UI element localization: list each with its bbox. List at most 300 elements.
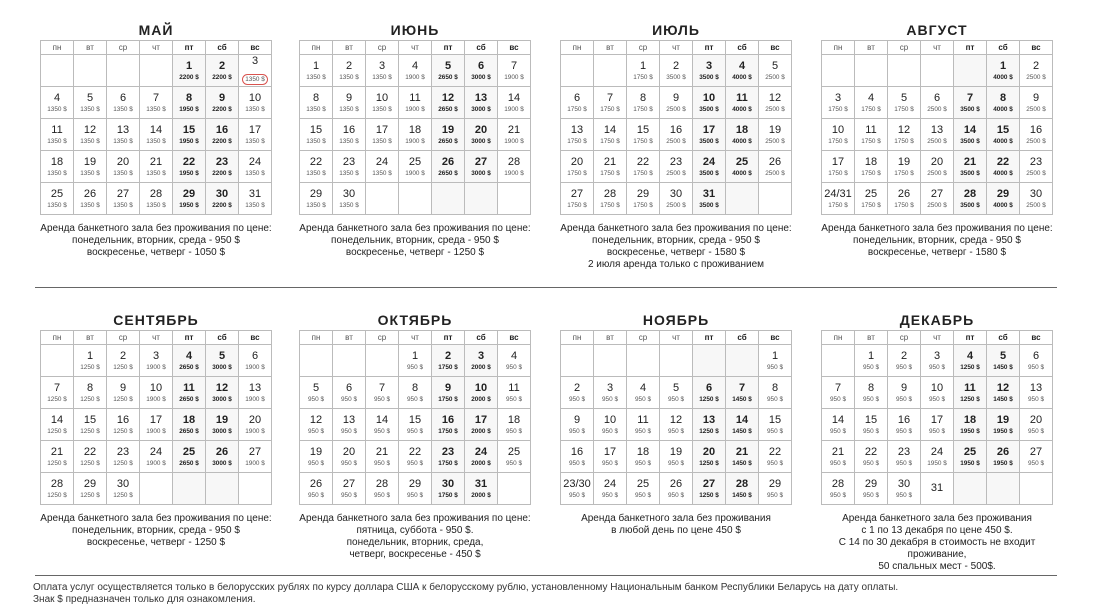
day-cell[interactable] bbox=[954, 473, 987, 505]
day-cell[interactable] bbox=[987, 55, 1020, 87]
day-cell[interactable] bbox=[627, 151, 660, 183]
day-cell[interactable] bbox=[954, 151, 987, 183]
day-cell[interactable] bbox=[987, 345, 1020, 377]
day-cell[interactable] bbox=[954, 345, 987, 377]
day-cell[interactable] bbox=[498, 87, 531, 119]
day-cell[interactable] bbox=[74, 441, 107, 473]
day-cell[interactable] bbox=[300, 151, 333, 183]
day-cell[interactable] bbox=[594, 409, 627, 441]
day-price: 950 $ bbox=[602, 491, 618, 499]
day-cell[interactable] bbox=[594, 377, 627, 409]
day-cell[interactable] bbox=[74, 87, 107, 119]
day-cell[interactable] bbox=[888, 55, 921, 87]
day-cell[interactable] bbox=[498, 55, 531, 87]
day-cell[interactable] bbox=[41, 183, 74, 215]
day-cell[interactable] bbox=[399, 183, 432, 215]
day-price: 2500 $ bbox=[927, 105, 947, 113]
day-cell[interactable] bbox=[74, 345, 107, 377]
day-cell[interactable] bbox=[660, 151, 693, 183]
day-cell[interactable] bbox=[432, 441, 465, 473]
day-cell[interactable] bbox=[140, 441, 173, 473]
day-cell[interactable] bbox=[921, 55, 954, 87]
day-cell[interactable] bbox=[627, 441, 660, 473]
day-price: 1350 $ bbox=[80, 105, 100, 113]
day-cell[interactable] bbox=[759, 87, 792, 119]
day-cell[interactable] bbox=[954, 87, 987, 119]
day-cell[interactable] bbox=[366, 183, 399, 215]
day-cell[interactable] bbox=[1020, 441, 1053, 473]
day-cell[interactable] bbox=[239, 55, 272, 87]
day-cell[interactable] bbox=[366, 55, 399, 87]
day-cell[interactable] bbox=[107, 87, 140, 119]
day-cell[interactable] bbox=[1020, 473, 1053, 505]
day-cell[interactable] bbox=[465, 55, 498, 87]
day-cell[interactable] bbox=[239, 345, 272, 377]
day-cell[interactable] bbox=[498, 183, 531, 215]
day-cell[interactable] bbox=[759, 441, 792, 473]
day-cell[interactable] bbox=[399, 409, 432, 441]
day-cell[interactable] bbox=[140, 409, 173, 441]
day-cell[interactable] bbox=[561, 119, 594, 151]
day-cell[interactable] bbox=[333, 183, 366, 215]
day-cell[interactable] bbox=[173, 473, 206, 505]
day-cell[interactable] bbox=[333, 151, 366, 183]
day-cell[interactable] bbox=[333, 409, 366, 441]
day-cell[interactable] bbox=[333, 55, 366, 87]
day-cell[interactable] bbox=[465, 441, 498, 473]
day-cell[interactable] bbox=[759, 183, 792, 215]
day-cell[interactable] bbox=[627, 345, 660, 377]
day-cell[interactable] bbox=[498, 119, 531, 151]
day-cell[interactable] bbox=[74, 377, 107, 409]
day-cell[interactable] bbox=[432, 87, 465, 119]
day-cell[interactable] bbox=[660, 441, 693, 473]
day-cell[interactable] bbox=[465, 119, 498, 151]
day-cell[interactable] bbox=[987, 441, 1020, 473]
day-cell[interactable] bbox=[140, 183, 173, 215]
day-cell[interactable] bbox=[74, 55, 107, 87]
day-cell[interactable] bbox=[140, 87, 173, 119]
day-cell[interactable] bbox=[1020, 377, 1053, 409]
day-cell[interactable] bbox=[693, 55, 726, 87]
day-cell[interactable] bbox=[594, 345, 627, 377]
day-cell[interactable] bbox=[1020, 151, 1053, 183]
day-cell[interactable] bbox=[107, 345, 140, 377]
day-cell[interactable] bbox=[107, 183, 140, 215]
day-cell[interactable] bbox=[173, 377, 206, 409]
day-cell[interactable] bbox=[627, 87, 660, 119]
day-cell[interactable] bbox=[300, 55, 333, 87]
week-row bbox=[561, 55, 792, 87]
day-price: 1250 $ bbox=[80, 363, 100, 371]
day-cell[interactable] bbox=[140, 345, 173, 377]
day-cell[interactable] bbox=[206, 151, 239, 183]
day-cell[interactable] bbox=[333, 377, 366, 409]
day-cell[interactable] bbox=[921, 345, 954, 377]
day-cell[interactable] bbox=[759, 345, 792, 377]
day-cell[interactable] bbox=[888, 183, 921, 215]
weekday-header: чт bbox=[399, 41, 432, 55]
day-cell[interactable] bbox=[855, 183, 888, 215]
day-cell[interactable] bbox=[432, 473, 465, 505]
day-cell[interactable] bbox=[41, 377, 74, 409]
day-cell[interactable] bbox=[41, 473, 74, 505]
day-cell[interactable] bbox=[561, 409, 594, 441]
day-cell[interactable] bbox=[399, 345, 432, 377]
week-row bbox=[300, 55, 531, 87]
day-cell[interactable] bbox=[140, 473, 173, 505]
day-cell[interactable] bbox=[660, 119, 693, 151]
day-cell[interactable] bbox=[726, 119, 759, 151]
day-cell[interactable] bbox=[693, 473, 726, 505]
day-cell[interactable] bbox=[173, 87, 206, 119]
day-cell[interactable] bbox=[921, 377, 954, 409]
day-cell[interactable] bbox=[855, 473, 888, 505]
day-cell[interactable] bbox=[822, 377, 855, 409]
day-cell[interactable] bbox=[107, 55, 140, 87]
day-cell[interactable] bbox=[107, 151, 140, 183]
day-cell[interactable] bbox=[465, 409, 498, 441]
day-cell[interactable] bbox=[399, 55, 432, 87]
day-cell[interactable] bbox=[954, 183, 987, 215]
day-cell[interactable] bbox=[173, 55, 206, 87]
day-cell[interactable] bbox=[300, 119, 333, 151]
day-cell[interactable] bbox=[888, 87, 921, 119]
day-cell[interactable] bbox=[140, 119, 173, 151]
day-cell[interactable] bbox=[173, 345, 206, 377]
day-cell[interactable] bbox=[333, 473, 366, 505]
day-cell[interactable] bbox=[822, 409, 855, 441]
day-cell[interactable] bbox=[726, 473, 759, 505]
day-cell[interactable] bbox=[206, 441, 239, 473]
day-cell[interactable] bbox=[660, 183, 693, 215]
day-cell[interactable] bbox=[660, 345, 693, 377]
day-cell[interactable] bbox=[693, 87, 726, 119]
day-cell[interactable] bbox=[561, 377, 594, 409]
day-cell[interactable] bbox=[561, 87, 594, 119]
day-cell[interactable] bbox=[822, 151, 855, 183]
day-cell[interactable] bbox=[206, 55, 239, 87]
day-cell[interactable] bbox=[822, 55, 855, 87]
day-cell[interactable] bbox=[41, 55, 74, 87]
day-cell[interactable] bbox=[921, 409, 954, 441]
day-cell[interactable] bbox=[954, 409, 987, 441]
day-price: 950 $ bbox=[602, 395, 618, 403]
day-cell[interactable] bbox=[399, 87, 432, 119]
day-cell[interactable] bbox=[239, 151, 272, 183]
day-cell[interactable] bbox=[759, 151, 792, 183]
day-cell[interactable] bbox=[855, 55, 888, 87]
day-cell[interactable] bbox=[726, 87, 759, 119]
day-cell[interactable] bbox=[432, 119, 465, 151]
day-cell[interactable] bbox=[822, 119, 855, 151]
day-cell[interactable] bbox=[1020, 87, 1053, 119]
day-cell[interactable] bbox=[465, 183, 498, 215]
day-cell[interactable] bbox=[41, 151, 74, 183]
day-cell[interactable] bbox=[432, 151, 465, 183]
day-cell[interactable] bbox=[594, 87, 627, 119]
day-cell[interactable] bbox=[239, 409, 272, 441]
day-cell[interactable] bbox=[726, 377, 759, 409]
day-cell[interactable] bbox=[1020, 55, 1053, 87]
day-cell[interactable] bbox=[987, 409, 1020, 441]
day-cell[interactable] bbox=[300, 409, 333, 441]
day-cell[interactable] bbox=[432, 345, 465, 377]
day-cell[interactable] bbox=[206, 183, 239, 215]
day-number: 13 bbox=[248, 381, 262, 394]
day-cell[interactable] bbox=[759, 473, 792, 505]
day-cell[interactable] bbox=[921, 473, 954, 505]
day-cell[interactable] bbox=[987, 183, 1020, 215]
day-cell[interactable] bbox=[888, 377, 921, 409]
day-cell[interactable] bbox=[693, 345, 726, 377]
day-cell[interactable] bbox=[954, 377, 987, 409]
day-cell[interactable] bbox=[333, 119, 366, 151]
day-cell[interactable] bbox=[107, 473, 140, 505]
day-cell[interactable] bbox=[1020, 183, 1053, 215]
day-cell[interactable] bbox=[432, 183, 465, 215]
day-cell[interactable] bbox=[855, 441, 888, 473]
day-cell[interactable] bbox=[759, 55, 792, 87]
week-row bbox=[41, 473, 272, 505]
day-cell[interactable] bbox=[173, 183, 206, 215]
day-cell[interactable] bbox=[822, 87, 855, 119]
day-cell[interactable] bbox=[594, 183, 627, 215]
day-cell[interactable] bbox=[173, 151, 206, 183]
day-cell[interactable] bbox=[855, 345, 888, 377]
day-cell[interactable] bbox=[627, 409, 660, 441]
day-cell[interactable] bbox=[206, 119, 239, 151]
day-cell[interactable] bbox=[239, 473, 272, 505]
day-number: 6 bbox=[345, 381, 353, 394]
day-cell[interactable] bbox=[954, 119, 987, 151]
day-cell[interactable] bbox=[333, 441, 366, 473]
day-cell[interactable] bbox=[41, 409, 74, 441]
month-note bbox=[821, 223, 1053, 259]
day-cell[interactable] bbox=[822, 183, 855, 215]
day-cell[interactable] bbox=[41, 119, 74, 151]
day-cell[interactable] bbox=[888, 441, 921, 473]
day-cell[interactable] bbox=[74, 409, 107, 441]
day-cell[interactable] bbox=[399, 473, 432, 505]
day-cell[interactable] bbox=[921, 183, 954, 215]
day-cell[interactable] bbox=[333, 345, 366, 377]
day-cell[interactable] bbox=[41, 87, 74, 119]
day-price: 1350 $ bbox=[113, 169, 133, 177]
day-cell[interactable] bbox=[726, 55, 759, 87]
day-cell[interactable] bbox=[498, 345, 531, 377]
day-cell[interactable] bbox=[561, 441, 594, 473]
day-cell[interactable] bbox=[432, 377, 465, 409]
day-cell[interactable] bbox=[759, 119, 792, 151]
day-cell[interactable] bbox=[465, 473, 498, 505]
day-cell[interactable] bbox=[627, 119, 660, 151]
day-cell[interactable] bbox=[627, 377, 660, 409]
day-cell[interactable] bbox=[140, 151, 173, 183]
day-cell[interactable] bbox=[399, 151, 432, 183]
day-cell[interactable] bbox=[660, 473, 693, 505]
day-cell[interactable] bbox=[300, 87, 333, 119]
day-cell[interactable] bbox=[399, 119, 432, 151]
day-cell[interactable] bbox=[855, 377, 888, 409]
day-cell[interactable] bbox=[888, 409, 921, 441]
day-cell[interactable] bbox=[987, 119, 1020, 151]
day-cell[interactable] bbox=[498, 409, 531, 441]
day-number: 20 bbox=[1029, 413, 1043, 426]
day-cell[interactable] bbox=[693, 183, 726, 215]
day-cell[interactable] bbox=[465, 87, 498, 119]
day-cell[interactable] bbox=[726, 441, 759, 473]
day-cell[interactable] bbox=[627, 55, 660, 87]
day-cell[interactable] bbox=[41, 345, 74, 377]
day-cell[interactable] bbox=[693, 377, 726, 409]
divider-top bbox=[35, 287, 1057, 288]
day-cell[interactable] bbox=[107, 377, 140, 409]
day-cell[interactable] bbox=[300, 183, 333, 215]
day-cell[interactable] bbox=[432, 55, 465, 87]
day-cell[interactable] bbox=[594, 55, 627, 87]
day-cell[interactable] bbox=[660, 55, 693, 87]
weekday-header: вс bbox=[239, 331, 272, 345]
day-cell[interactable] bbox=[660, 87, 693, 119]
day-number: 15 bbox=[636, 123, 650, 136]
day-cell[interactable] bbox=[366, 409, 399, 441]
day-cell[interactable] bbox=[987, 87, 1020, 119]
day-cell[interactable] bbox=[759, 409, 792, 441]
day-cell[interactable] bbox=[888, 473, 921, 505]
day-cell[interactable] bbox=[74, 119, 107, 151]
day-cell[interactable] bbox=[107, 409, 140, 441]
day-cell[interactable] bbox=[239, 377, 272, 409]
day-cell[interactable] bbox=[921, 151, 954, 183]
day-cell[interactable] bbox=[627, 183, 660, 215]
day-cell[interactable] bbox=[432, 409, 465, 441]
day-cell[interactable] bbox=[465, 377, 498, 409]
day-cell[interactable] bbox=[561, 183, 594, 215]
day-cell[interactable] bbox=[921, 441, 954, 473]
day-number: 28 bbox=[375, 477, 389, 490]
day-cell[interactable] bbox=[366, 151, 399, 183]
day-cell[interactable] bbox=[239, 441, 272, 473]
day-cell[interactable] bbox=[300, 441, 333, 473]
day-price: 1350 $ bbox=[372, 137, 392, 145]
day-cell[interactable] bbox=[888, 119, 921, 151]
day-cell[interactable] bbox=[693, 409, 726, 441]
day-cell[interactable] bbox=[140, 55, 173, 87]
day-cell[interactable] bbox=[366, 87, 399, 119]
day-cell[interactable] bbox=[498, 441, 531, 473]
day-cell[interactable] bbox=[759, 377, 792, 409]
day-cell[interactable] bbox=[693, 119, 726, 151]
day-cell[interactable] bbox=[855, 87, 888, 119]
day-cell[interactable] bbox=[888, 345, 921, 377]
day-cell[interactable] bbox=[74, 473, 107, 505]
day-cell[interactable] bbox=[173, 441, 206, 473]
day-cell[interactable] bbox=[74, 183, 107, 215]
day-cell[interactable] bbox=[366, 473, 399, 505]
day-cell[interactable] bbox=[239, 119, 272, 151]
day-cell[interactable] bbox=[140, 377, 173, 409]
day-cell[interactable] bbox=[41, 441, 74, 473]
day-cell[interactable] bbox=[300, 377, 333, 409]
day-cell[interactable] bbox=[206, 409, 239, 441]
day-cell[interactable] bbox=[399, 441, 432, 473]
day-cell[interactable] bbox=[206, 345, 239, 377]
day-cell[interactable] bbox=[855, 409, 888, 441]
day-cell[interactable] bbox=[954, 441, 987, 473]
day-cell[interactable] bbox=[855, 151, 888, 183]
day-cell[interactable] bbox=[987, 151, 1020, 183]
day-cell[interactable] bbox=[726, 345, 759, 377]
day-cell[interactable] bbox=[74, 151, 107, 183]
day-cell[interactable] bbox=[239, 183, 272, 215]
day-cell[interactable] bbox=[921, 119, 954, 151]
day-cell[interactable] bbox=[399, 377, 432, 409]
day-cell[interactable] bbox=[822, 345, 855, 377]
day-cell[interactable] bbox=[206, 377, 239, 409]
day-cell[interactable] bbox=[366, 345, 399, 377]
day-cell[interactable] bbox=[498, 377, 531, 409]
day-cell[interactable] bbox=[594, 151, 627, 183]
day-cell[interactable] bbox=[954, 55, 987, 87]
day-cell[interactable] bbox=[107, 441, 140, 473]
day-cell[interactable] bbox=[627, 473, 660, 505]
day-cell[interactable] bbox=[660, 409, 693, 441]
day-cell[interactable] bbox=[498, 151, 531, 183]
day-cell[interactable] bbox=[366, 377, 399, 409]
day-cell[interactable] bbox=[855, 119, 888, 151]
day-cell[interactable] bbox=[173, 409, 206, 441]
day-cell[interactable] bbox=[366, 119, 399, 151]
day-cell[interactable] bbox=[561, 55, 594, 87]
day-cell[interactable] bbox=[822, 441, 855, 473]
day-cell[interactable] bbox=[660, 377, 693, 409]
day-cell[interactable] bbox=[1020, 345, 1053, 377]
day-cell[interactable] bbox=[239, 87, 272, 119]
day-cell[interactable] bbox=[300, 345, 333, 377]
day-cell[interactable] bbox=[498, 473, 531, 505]
day-cell[interactable] bbox=[726, 409, 759, 441]
day-cell[interactable] bbox=[1020, 409, 1053, 441]
day-cell[interactable] bbox=[726, 183, 759, 215]
day-cell[interactable] bbox=[822, 473, 855, 505]
day-cell[interactable] bbox=[333, 87, 366, 119]
day-cell[interactable] bbox=[987, 473, 1020, 505]
day-cell[interactable] bbox=[693, 441, 726, 473]
day-cell[interactable] bbox=[1020, 119, 1053, 151]
day-cell[interactable] bbox=[561, 473, 594, 505]
day-cell[interactable] bbox=[465, 345, 498, 377]
day-cell[interactable] bbox=[921, 87, 954, 119]
day-cell[interactable] bbox=[726, 151, 759, 183]
day-cell[interactable] bbox=[206, 473, 239, 505]
day-cell[interactable] bbox=[594, 119, 627, 151]
day-price: 950 $ bbox=[407, 427, 423, 435]
day-cell[interactable] bbox=[594, 473, 627, 505]
day-cell[interactable] bbox=[693, 151, 726, 183]
day-cell[interactable] bbox=[561, 345, 594, 377]
day-cell[interactable] bbox=[987, 377, 1020, 409]
day-cell[interactable] bbox=[366, 441, 399, 473]
day-cell[interactable] bbox=[107, 119, 140, 151]
day-cell[interactable] bbox=[173, 119, 206, 151]
day-cell[interactable] bbox=[300, 473, 333, 505]
day-cell[interactable] bbox=[594, 441, 627, 473]
day-cell[interactable] bbox=[206, 87, 239, 119]
day-cell[interactable] bbox=[888, 151, 921, 183]
day-cell[interactable] bbox=[561, 151, 594, 183]
day-cell[interactable] bbox=[465, 151, 498, 183]
